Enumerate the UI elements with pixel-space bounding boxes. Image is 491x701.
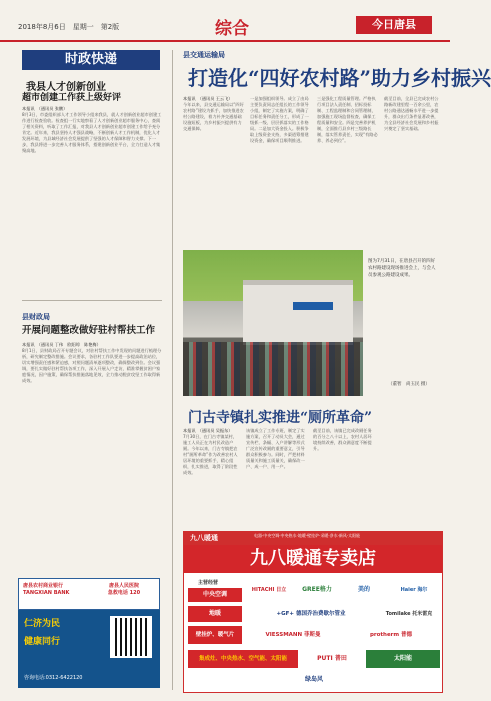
ad-daikin: 绿岛风 [304,676,323,683]
main-body-col1: 今年以来，县交通运输局以“四好农村路”建设为抓手，加快推进农村公路建设，着力补齐交通基础设施短板，为乡村振兴提供有力交通保障。 [183,102,244,131]
ad-ac: 中央空调 [188,588,242,602]
ad-viessmann: VIESSMANN 菲斯曼 [265,632,321,638]
ad-tagline: 电器·中央空调·中央热水·地暖·壁挂炉·采暖·净水·新风·太阳能 [254,533,361,538]
ad-logo-strip [18,578,160,610]
sub-headline: 门古寺镇扎实推进“厕所革命” [188,410,373,426]
column-divider [172,50,173,690]
article1-title-line2: 超市创建工作获上级好评 [22,93,122,103]
ad-slogan-line1: 仁济为民 [24,619,61,629]
ad-midea: 美的 [357,586,370,593]
photo-building [243,280,353,345]
article2-title: 开展问题整改做好驻村帮扶工作 [22,325,156,336]
photo-credit: （董智 尚玉民 摄） [388,382,430,387]
main-body-col3: 三是强化工程质量管理。严格执行项目法人责任制、招标投标制、工程监理制和合同管理制，加强施工现场监督检查，确保工程质量和安全。四是完善养护机制，全面推行县乡村三级路长制，落实管养责任，实现“有路必养、养必到位”。 [317,96,378,143]
ad-protherm: protherm 普德 [369,632,413,638]
qr-code-icon [110,616,152,658]
ad-gree: GREE格力 [302,586,332,593]
ad-hotline: 咨询电话:0312-6422120 [24,675,83,681]
ad-sponsor: 主营经营 [197,580,218,586]
ad-gf: +GF+ 德国乔治费歇尔管业 [276,611,346,617]
ad-slogan-line2: 健康同行 [24,637,61,647]
article2-byline: 本报讯 （通讯员 丁伟 欧阳琼 陈艳梅） [22,342,101,347]
sub-body-col3: 截至目前，该镇已完成改厕任务的百分之八十以上，农村人居环境持续改善，群众满意度不断提升。 [313,428,372,451]
ad-solar: 太阳能 [366,650,440,668]
newspaper-logo: 今日唐县 [356,16,432,34]
article2-kicker: 县财政局 [22,313,50,321]
sub-body-col2: 该镇成立了工作专班，制定了实施方案，召开了动员大会，通过宣传栏、条幅、入户讲解等形式广泛宣传改厕的重要意义，引导群众积极参与。同时，严把材料质量关和施工质量关，确保改一户、成一户、用一户。 [246,428,305,469]
ad-brand: 九八暖通 [190,534,218,542]
ad-tomilake: Tomilake 托米雷克 [385,611,433,617]
divider [22,300,162,301]
page-header [0,0,450,42]
hvac-store-ad [183,531,443,693]
ad-hitachi: HITACHI 日立 [251,587,287,593]
ad-floor: 地暖 [188,606,242,622]
bank-logo: 唐县农村商业银行 TANGXIAN BANK [23,583,70,596]
main-body-col2: 一是加强组织领导。成立了由局主要负责同志任组长的工作领导小组，制定了实施方案，明确了目标任务和责任分工，形成了一级抓一级、层层抓落实的工作格局。二是加大资金投入。积极争取上级资金支持，多渠道筹措建设资金，确保项目顺利推进。 [250,96,309,143]
section-banner: 时政快递 [22,50,160,70]
ad-topbar [184,532,442,545]
photo-caption: 图为7月31日，在唐县召开的四好农村路建设现场推进会上，与会人员参观公路建设成果。 [368,259,436,278]
hospital-logo: 唐县人民医院 急救电话 120 [107,583,141,596]
ad-haier: Haier 海尔 [400,587,428,593]
article2-body: 8月1日，县财政局召开专题会议，对驻村帮扶工作中发现的问题进行梳理分析，研究制定整改措施。会议要求，各驻村工作队要进一步提高政治站位，切实增强责任感和紧迫感，对照问题清单逐项整改，确保整改到位。会议强调，要扎实做好驻村帮扶各项工作，深入开展入户走访，精准掌握贫困户家庭情况，因户施策，确保帮扶措施落地见效，全力推动脱贫攻坚工作取得新成效。 [22,348,162,383]
photo-crowd [183,342,363,396]
sub-byline: 本报讯 （通讯员 吴振东） [183,428,233,433]
bank-hospital-ad [18,578,160,688]
main-headline: 打造化“四好农村路”助力乡村振兴 [188,66,491,90]
main-kicker: 县交通运输局 [183,51,225,59]
article1-byline: 本报讯 （通讯员 张鹏） [22,106,68,111]
ad-puti: PUTI 普田 [317,655,347,662]
issue-date: 2018年8月6日 星期一 第2版 [18,23,120,31]
ad-main-title: 九八暖通专卖店 [184,545,442,573]
section-title: 综合 [215,19,249,39]
photo-sign [293,302,333,310]
article1-body: 8月3日，市委组织部人才工作领导小组来我县，就人才创新创业超市创建工作进行检查验收。检查组一行实地察看了人才创新创业超市服务中心，查阅了相关资料，听取了工作汇报，对我县人才创新创业超市创建工作给予充分肯定。近年来，我县坚持人才强县战略，不断创新人才工作机制，优化人才发展环境，为县域经济社会发展提供了坚强的人才保障和智力支撑。下一步，我县将进一步完善人才服务体系，搭建创新创业平台，全力打造人才集聚高地。 [22,112,162,153]
ad-wall: 壁挂炉、暖气片 [188,626,242,644]
ad-bottom: 集成灶、中央热水、空气能、太阳能 [188,650,298,668]
news-photo [183,250,363,396]
article1-title-line1: 我县人才创新创业 [26,82,106,93]
main-body-col4: 截至目前，全县已完成农村公路新改建里程一百余公里，农村公路通达通畅水平进一步提升，群众出行条件显著改善，为全县经济社会发展和乡村振兴奠定了坚实基础。 [384,96,439,131]
main-byline: 本报讯 （通讯员 王云飞） [183,96,233,101]
sub-body-col1: 7月30日，在门古寺镇某村，施工人员正在为村民改造户厕。今年以来，门古寺镇把农村“厕所革命”作为改善农村人居环境的重要抓手，精心组织，扎实推进，取得了阶段性成效。 [183,434,238,475]
